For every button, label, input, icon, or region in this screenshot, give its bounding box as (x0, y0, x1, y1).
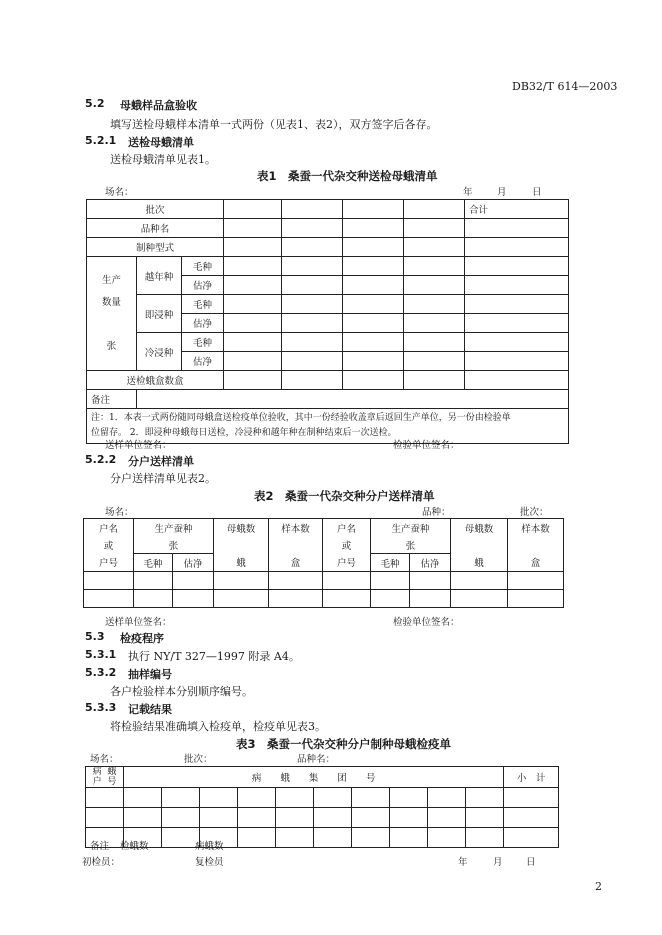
t1-row-batch-label: 批次 (87, 200, 224, 219)
t2-h-sample-unit-a: 盒 (269, 554, 323, 572)
t2-h-prod-b: 生产蚕种 (371, 519, 451, 537)
section-5-2-num: 5.2 (85, 97, 105, 110)
section-5-3-3-body: 将检验结果准确填入检疫单，检疫单见表3。 (110, 720, 326, 733)
table2-batch-label: 批次： (520, 507, 549, 518)
t3-h-total: 小 计 (504, 767, 559, 788)
t1-gujing-2: 估净 (182, 314, 224, 333)
table1-month: 月 (497, 187, 507, 198)
t3-footer-inspector: 初检员： (82, 857, 121, 868)
doc-code: DB32/T 614—2003 (512, 80, 618, 93)
t1-gujing-1: 估净 (182, 276, 224, 295)
t2-h-hu2-b: 或 (323, 536, 371, 554)
section-5-3-2-body: 各户检验样本分别顺序编号。 (110, 685, 253, 698)
t3-footer-month: 月 (493, 857, 503, 868)
table2-sign-left: 送样单位签名： (105, 617, 172, 628)
page-number: 2 (595, 880, 602, 893)
t1-row-variety-label: 品种名 (87, 219, 224, 238)
t3-footer-check: 检蛾数 (120, 841, 149, 852)
table1-sign-right: 检验单位签名： (393, 440, 460, 451)
section-5-3-2-title: 抽样编号 (128, 668, 172, 681)
table1-year: 年 (463, 187, 473, 198)
t2-h-moth-unit-a: 蛾 (214, 554, 269, 572)
section-5-3-num: 5.3 (85, 630, 105, 643)
section-5-3-3-num: 5.3.3 (85, 701, 117, 714)
t1-row-type-label: 制种型式 (87, 238, 224, 257)
t1-mao-2: 毛种 (182, 295, 224, 314)
table2-sign-right: 检验单位签名： (393, 617, 460, 628)
t2-h-zhang-b: 张 (371, 536, 451, 554)
t1-gujing-3: 估净 (182, 352, 224, 371)
table1 (86, 199, 569, 444)
t2-h-mao-a: 毛种 (134, 554, 173, 572)
t1-total-label: 合计 (465, 200, 569, 219)
t1-mao-3: 毛种 (182, 333, 224, 352)
table1-farm-label: 场名： (105, 187, 134, 198)
section-5-3-1-body: 执行 NY/T 327—1997 附录 A4。 (128, 650, 300, 663)
section-5-3-1-num: 5.3.1 (85, 648, 117, 661)
t3-h-corner: 病 蛾 户 号 (86, 767, 124, 788)
section-5-2-2-num: 5.2.2 (85, 453, 117, 466)
t2-h-hu3-b: 户号 (323, 554, 371, 572)
table2-farm-label: 场名： (105, 507, 134, 518)
table1-caption-no: 表1 (257, 169, 277, 183)
t2-h-mao-b: 毛种 (371, 554, 410, 572)
t3-footer-day: 日 (526, 857, 536, 868)
t2-h-hu1-b: 户名 (323, 519, 371, 537)
t1-row-boxes-label: 送检蛾盒数盒 (87, 371, 224, 390)
t2-h-moth-unit-b: 蛾 (451, 554, 508, 572)
table3 (85, 766, 559, 848)
t1-sub-lengjin: 冷浸种 (137, 333, 182, 371)
t3-footer-year: 年 (458, 857, 468, 868)
section-5-2-2-body: 分户送样清单见表2。 (110, 472, 216, 485)
table2-caption: 桑蚕一代杂交种分户送样清单 (285, 489, 435, 503)
t2-h-prod-a: 生产蚕种 (134, 519, 214, 537)
t1-note: 注：1．本表一式两份随同母蛾盒送检疫单位验收，其中一份经验收盖章后返回生产单位，另一份由检验单 位留存。 2．即浸种母蛾每日送检，冷浸种和越年种在制种结束后一次送检。 (87, 409, 569, 444)
section-5-3-2-num: 5.3.2 (85, 666, 117, 679)
section-5-2-title: 母蛾样品盒验收 (120, 99, 197, 112)
t1-group-label: 生产 数量 张 (87, 257, 137, 371)
t2-h-sample-b: 样本数 (508, 519, 564, 537)
section-5-3-3-title: 记载结果 (128, 703, 172, 716)
section-5-2-1-title: 送检母蛾清单 (128, 136, 194, 149)
t3-footer-sick: 病蛾数 (195, 841, 224, 852)
table1-caption: 桑蚕一代杂交种送检母蛾清单 (288, 169, 438, 183)
table1-day: 日 (532, 187, 542, 198)
t1-sub-yuenian: 越年种 (137, 257, 182, 295)
t2-h-sample-a: 样本数 (269, 519, 323, 537)
t2-h-moth-b: 母蛾数 (451, 519, 508, 537)
section-5-3-title: 检疫程序 (120, 632, 164, 645)
section-5-2-1-num: 5.2.1 (85, 134, 117, 147)
table3-farm-label: 场名： (90, 754, 119, 765)
t2-h-hu1-a: 户名 (84, 519, 134, 537)
t1-mao-1: 毛种 (182, 257, 224, 276)
table1-sign-left: 送样单位签名： (105, 440, 172, 451)
t3-footer-note: 备注 (90, 841, 110, 852)
t2-h-moth-a: 母蛾数 (214, 519, 269, 537)
table2-variety-label: 品种： (422, 507, 451, 518)
t2-h-hu3-a: 户号 (84, 554, 134, 572)
t2-h-gu-a: 估净 (173, 554, 214, 572)
table3-caption-no: 表3 (236, 737, 256, 751)
table2 (83, 518, 564, 608)
table3-caption: 桑蚕一代杂交种分户制种母蛾检疫单 (267, 737, 451, 751)
t3-footer-reviewer: 复检员 (195, 857, 224, 868)
section-5-2-1-body: 送检母蛾清单见表1。 (110, 153, 216, 166)
t2-h-sample-unit-b: 盒 (508, 554, 564, 572)
table2-caption-no: 表2 (254, 489, 274, 503)
t1-row-remark-label: 备注 (87, 390, 137, 409)
t3-h-group: 病 蛾 集 团 号 (124, 767, 504, 788)
t2-h-gu-b: 估净 (410, 554, 451, 572)
t2-h-zhang-a: 张 (134, 536, 214, 554)
t1-sub-jijin: 即浸种 (137, 295, 182, 333)
section-5-2-2-title: 分户送样清单 (128, 455, 194, 468)
t2-h-hu2-a: 或 (84, 536, 134, 554)
table3-batch-label: 批次： (184, 754, 213, 765)
section-5-2-body: 填写送检母蛾样本清单一式两份（见表1、表2），双方签字后各存。 (110, 118, 438, 131)
table3-variety-label: 品种名： (297, 754, 336, 765)
